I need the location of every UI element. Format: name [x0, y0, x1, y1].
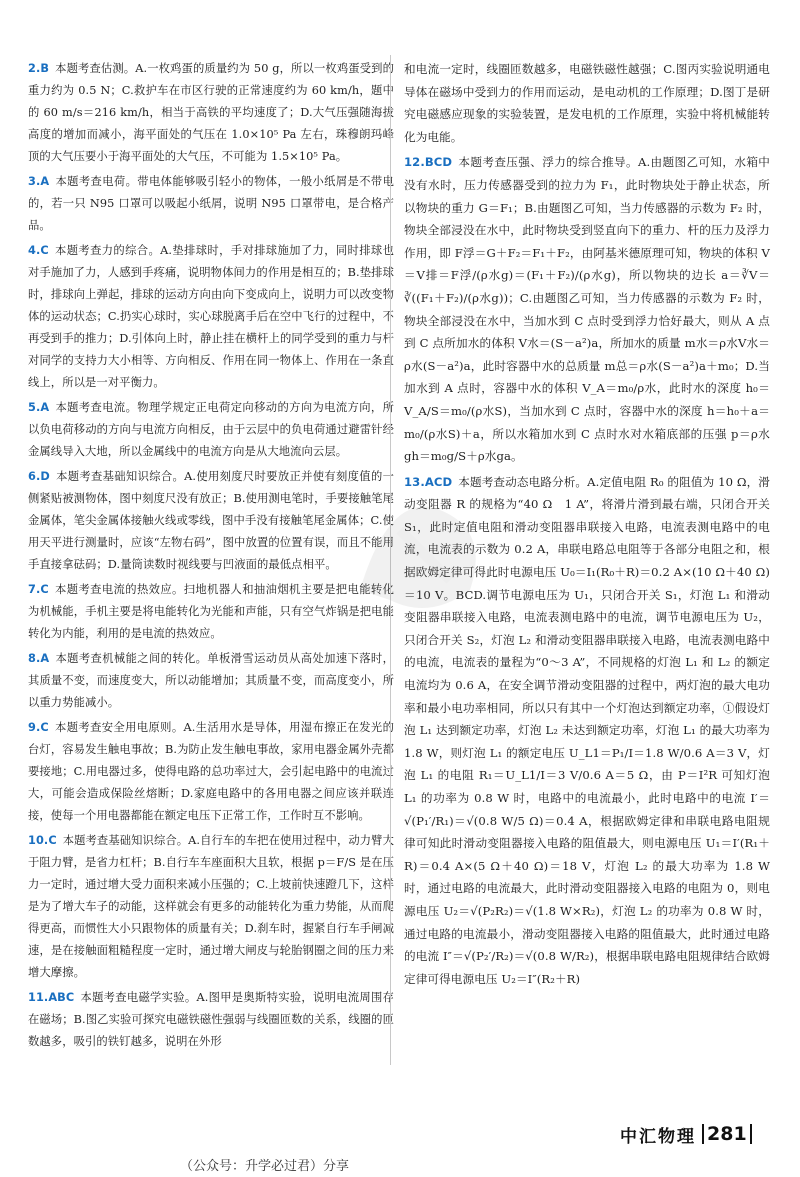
answer-item	[404, 58, 770, 148]
explanation-text: 本题考查机械能之间的转化。单板滑雪运动员从高处加速下落时，其质量不变，而速度变大，所以动能增加；其质量不变，而高度变小，所以重力势能减小。	[28, 652, 394, 709]
watermark-icon	[330, 470, 520, 630]
answer-choice: C	[40, 583, 49, 596]
question-number: 7.	[28, 583, 41, 596]
question-number: 11.	[28, 991, 49, 1004]
answer-choice: ABC	[48, 991, 75, 1004]
answer-item	[28, 987, 394, 1053]
question-number: 4.	[28, 244, 41, 257]
answer-choice: ACD	[424, 474, 453, 489]
answer-item	[28, 58, 394, 168]
question-number: 8.	[28, 652, 41, 665]
explanation-text: 本题考查电磁学实验。A.图甲是奥斯特实验，说明电流周围存在磁场；B.图乙实验可探究电磁铁磁性强弱与线圈匝数的关系，线圈的匝数越多，吸引的铁钉越多，说明在外形	[28, 991, 394, 1048]
explanation-text: 本题考查安全用电原则。A.生活用水是导体，用湿布擦正在发光的台灯，容易发生触电事故；B.为防止发生触电事故，家用电器金属外壳都要接地；C.用电器过多，使得电路的总功率过大，会引起电路中的电流过大，可能会造成保险丝熔断；D.家庭电路中的各用电器之间应该并联连接，使每一个用电器都能在额定电压下正常工作，工作时互不影响。	[28, 721, 394, 822]
question-number: 2.	[28, 62, 41, 75]
question-number: 5.	[28, 401, 41, 414]
explanation-text: 本题考查动态电路分析。A.定值电阻 R₀ 的阻值为 10 Ω，滑动变阻器 R 的规格为“40 Ω 1 A”，将滑片滑到最右端，只闭合开关 S₁，此时定值电阻和滑动变阻器串联接入电路，电流表测电路中的电流，电流表的示数为 0.2 A，串联电路总电阻等于各部分电阻之和，根据欧姆定律可得此时电源电压 U₀＝I₁(R₀＋R)＝0.2 A×(10 Ω＋40 Ω)＝10 V。BCD.调节电源电压为 U₁，只闭合开关 S₁，灯泡 L₁ 和滑动变阻器串联接入电路，电流表测电路中的电流，调节电源电压为 U₂，只闭合开关 S₂，灯泡 L₂ 和滑动变阻器串联接入电路，电流表测电路中的电流，电流表的量程为“0～3 A”，不同规格的灯泡 L₁ 和 L₂ 的额定电流均为 0.6 A，在安全调节滑动变阻器的过程中，两灯泡的最大电功率和最小电功率相同，所以只有其中一个灯泡达到额定功率，①假设灯泡 L₁ 达到额定功率，灯泡 L₂ 未达到额定功率，灯泡 L₁ 的最大功率为 1.8 W，则灯泡 L₁ 的额定电压 U_L1＝P₁/I＝1.8 W/0.6 A＝3 V，灯泡 L₁ 的电阻 R₁＝U_L1/I＝3 V/0.6 A＝5 Ω，由 P＝I²R 可知灯泡 L₁ 的功率为 0.8 W 时，电路中的电流最小，此时电路中的电流 I′＝√(P₁′/R₁)＝√(0.8 W/5 Ω)＝0.4 A，根据欧姆定律和串联电路电阻规律可知此时滑动变阻器接入电路的阻值最大，则电源电压 U₁＝I′(R₁＋R)＝0.4 A×(5 Ω＋40 Ω)＝18 V，灯泡 L₂ 的最大功率为 1.8 W 时，通过电路的电流最大，此时滑动变阻器接入电路的电阻为 0，则电源电压 U₂＝√(P₂R₂)＝√(1.8 W×R₂)，灯泡 L₂ 的功率为 0.8 W 时，通过电路的电流最小，滑动变阻器接入电路的阻值最大，此时通过电路的电流 I″＝√(P₂′/R₂)＝√(0.8 W/R₂)，根据串联电路电阻规律结合欧姆定律可得电源电压 U₂＝I″(R₂＋R)	[404, 474, 770, 986]
answer-choice: A	[40, 175, 50, 188]
answer-item	[28, 717, 394, 827]
answer-item	[28, 240, 394, 394]
answer-choice: A	[40, 401, 50, 414]
answer-item	[28, 648, 394, 714]
explanation-text: 本题考查估测。A.一枚鸡蛋的质量约为 50 g，所以一枚鸡蛋受到的重力约为 0.5 N；C.救护车在市区行驶的正常速度约为 60 km/h，题中的 60 m/s＝216 km/h，相当于高铁的平均速度了；D.大气压强随海拔高度的增加而减小，海平面处的气压在 1.0×10⁵ Pa 左右，珠穆朗玛峰顶的大气压要小于海平面处的大气压，不可能为 1.5×10⁵ Pa。	[28, 62, 394, 163]
explanation-text: 本题考查基础知识综合。A.自行车的车把在使用过程中，动力臂大于阻力臂，是省力杠杆；B.自行车车座面积大且软，根据 p＝F/S 是在压力一定时，通过增大受力面积来减小压强的；C.上坡前快速蹬几下，这样是为了增大车子的动能，这样就会有更多的动能转化为重力势能，从而爬得更高，而惯性大小只跟物体的质量有关；D.刹车时，握紧自行车手闸减速，是在接触面粗糙程度一定时，通过增大闸皮与轮胎钢圈之间的压力来增大摩擦。	[28, 834, 394, 979]
share-note: （公众号：升学必过君）分享	[180, 1159, 350, 1174]
explanation-text: 本题考查基础知识综合。A.使用刻度尺时要放正并使有刻度值的一侧紧贴被测物体，图中刻度尺没有放正；B.使用测电笔时，手要接触笔尾金属体，笔尖金属体接触火线或零线，图中手没有接触笔尾金属体；C.使用天平进行测量时，应该“左物右码”，图中放置的位置有误，而且不能用手直接拿砝码；D.量筒读数时视线要与凹液面的最低点相平。	[28, 470, 394, 571]
answer-choice: B	[40, 62, 50, 75]
question-number: 10.	[28, 834, 49, 847]
answer-item	[404, 151, 770, 467]
page-number: 281	[702, 1124, 752, 1144]
answer-choice: C	[40, 721, 49, 734]
question-number: 13.	[404, 474, 425, 489]
answer-choice: D	[40, 470, 50, 483]
question-number: 3.	[28, 175, 41, 188]
answer-item	[28, 830, 394, 984]
question-number: 9.	[28, 721, 41, 734]
explanation-text: 本题考查电流的热效应。扫地机器人和抽油烟机主要是把电能转化为机械能，手机主要是将电能转化为光能和声能，只有空气炸锅是把电能转化为内能，利用的是电流的热效应。	[28, 583, 394, 640]
answer-item	[28, 397, 394, 463]
explanation-text: 本题考查力的综合。A.垫排球时，手对排球施加了力，同时排球也对手施加了力，人感到手疼痛，说明物体间力的作用是相互的；B.垫排球时，排球向上弹起，排球的运动方向由向下变成向上，说明力可以改变物体的运动状态；C.扔实心球时，实心球脱离手后在空中飞行的过程中，不再受到手的推力；D.引体向上时，静止挂在横杆上的同学受到的重力与杆对同学的支持力大小相等、方向相反、作用在同一物体上、作用在一条直线上，所以是一对平衡力。	[28, 244, 394, 389]
answer-choice: A	[40, 652, 50, 665]
explanation-text: 本题考查电荷。带电体能够吸引轻小的物体，一般小纸屑是不带电的，若一只 N95 口罩可以吸起小纸屑，说明 N95 口罩带电，是合格产品。	[28, 175, 394, 232]
explanation-text: 和电流一定时，线圈匝数越多，电磁铁磁性越强；C.图丙实验说明通电导体在磁场中受到力的作用而运动，是电动机的工作原理；D.图丁是研究电磁感应现象的实验装置，是发电机的工作原理，实验中将机械能转化为电能。	[404, 62, 770, 144]
question-number: 12.	[404, 155, 425, 170]
page-footer	[620, 1120, 752, 1148]
explanation-text: 本题考查压强、浮力的综合推导。A.由题图乙可知，水箱中没有水时，压力传感器受到的拉力为 F₁，此时物块处于静止状态，所以物块的重力 G＝F₁；B.由题图乙可知，当力传感器的示数为 F₂ 时，物块全部浸没在水中，此时物块受到竖直向下的重力、杆的压力及浮力作用，即 F浮＝G＋F₂＝F₁＋F₂，由阿基米德原理可知，物块的体积 V＝V排＝F浮/(ρ水g)＝(F₁＋F₂)/(ρ水g)，所以物块的边长 a＝∛V＝∛((F₁＋F₂)/(ρ水g))；C.由题图乙可知，当力传感器的示数为 F₂ 时，物块全部浸没在水中，当加水到 C 点时受到浮力恰好最大，则从 A 点到 C 点所加水的体积 V水＝(S－a²)a，所加水的质量 m水＝ρ水V水＝ρ水(S－a²)a，此时容器中水的总质量 m总＝ρ水(S－a²)a＋m₀；D.当加水到 A 点时，容器中水的体积 V_A＝m₀/ρ水，此时水的深度 h₀＝V_A/S＝m₀/(ρ水S)，当加水到 C 点时，容器中水的深度 h＝h₀＋a＝m₀/(ρ水S)＋a，所以水箱加水到 C 点时水对水箱底部的压强 p＝ρ水gh＝m₀g/S＋ρ水ga。	[404, 155, 770, 464]
footer-title: 中汇物理	[620, 1126, 696, 1147]
answer-choice: C	[48, 834, 57, 847]
question-number: 6.	[28, 470, 41, 483]
answer-choice: BCD	[424, 155, 453, 170]
answer-item	[28, 171, 394, 237]
explanation-text: 本题考查电流。物理学规定正电荷定向移动的方向为电流方向，所以负电荷移动的方向与电流方向相反，由于云层中的负电荷通过避雷针经金属线导入大地，所以金属线中的电流方向是从大地流向云层。	[28, 401, 394, 458]
answer-choice: C	[40, 244, 49, 257]
